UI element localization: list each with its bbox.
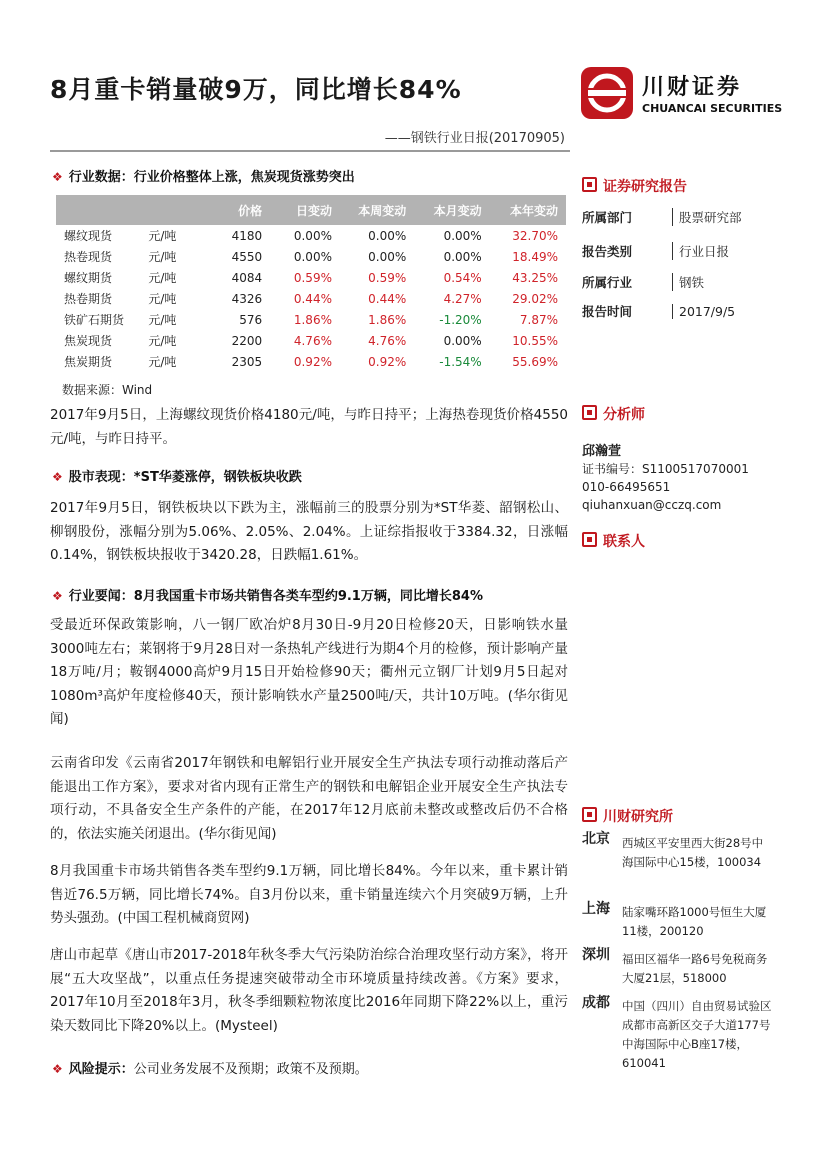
diamond-bullet-icon: ❖ xyxy=(52,1062,63,1076)
section-industry-data xyxy=(52,166,355,185)
table-row xyxy=(56,351,566,372)
cell-name: 热卷期货 xyxy=(64,292,113,306)
info-value: 股票研究部 xyxy=(672,208,742,226)
cell-price: 576 xyxy=(239,312,263,327)
section-label: 行业数据： xyxy=(68,170,134,185)
cell-month: 4.27% xyxy=(443,291,482,306)
cell-price: 4084 xyxy=(231,270,263,285)
company-logo xyxy=(580,66,783,122)
table-row xyxy=(56,330,566,351)
info-key: 报告类别 xyxy=(582,244,633,259)
cell-price: 2200 xyxy=(231,333,263,348)
cell-unit: 元/吨 xyxy=(148,334,177,348)
cell-week: 0.44% xyxy=(368,291,407,306)
section-risk xyxy=(52,1058,368,1077)
cell-price: 4180 xyxy=(231,228,263,243)
office-city: 深圳 xyxy=(582,947,610,963)
table-header: 日变动 xyxy=(270,195,340,225)
cell-month: 0.00% xyxy=(443,249,482,264)
info-row-department xyxy=(582,208,742,226)
table-header xyxy=(56,195,148,225)
price-table xyxy=(56,195,566,372)
info-value: 钢铁 xyxy=(672,273,704,291)
cell-week: 0.92% xyxy=(368,354,407,369)
analyst-cert: 证书编号：S1100517070001 xyxy=(582,462,749,476)
section-text: 8月我国重卡市场共销售各类车型约9.1万辆，同比增长84% xyxy=(133,589,483,604)
institute-heading xyxy=(582,806,673,826)
cell-week: 1.86% xyxy=(368,312,407,327)
cell-year: 29.02% xyxy=(512,291,558,306)
cell-year: 18.49% xyxy=(512,249,558,264)
cell-name: 焦炭期货 xyxy=(64,355,113,369)
cell-year: 10.55% xyxy=(512,333,558,348)
report-heading xyxy=(582,176,687,196)
cell-name: 热卷现货 xyxy=(64,250,113,264)
cell-unit: 元/吨 xyxy=(148,229,177,243)
paragraph-news-2: 云南省印发《云南省2017年钢铁和电解铝行业开展安全生产执法专项行动推动落后产能退出工作方案》，要求对省内现有正常生产的钢铁和电解铝企业开展安全生产执法专项行动，不具备安全生产条件的产能，在2017年12月底前未整改或整改后仍不合格的，依法实施关闭退出。(华尔街见闻) xyxy=(50,755,568,842)
cell-price: 4326 xyxy=(231,291,263,306)
cell-month: 0.54% xyxy=(443,270,482,285)
cell-name: 铁矿石期货 xyxy=(64,313,125,327)
info-value: 2017/9/5 xyxy=(672,304,735,319)
diamond-bullet-icon: ❖ xyxy=(52,470,63,484)
section-text: *ST华菱涨停，钢铁板块收跌 xyxy=(133,470,302,485)
analyst-phone: 010-66495651 xyxy=(582,480,671,494)
data-source: 数据来源：Wind xyxy=(62,383,153,397)
info-row-category xyxy=(582,242,729,260)
contact-icon xyxy=(582,532,597,547)
cell-day: 0.59% xyxy=(293,270,332,285)
section-text: 行业价格整体上涨，焦炭现货涨势突出 xyxy=(133,170,355,185)
cell-day: 0.00% xyxy=(293,249,332,264)
cell-year: 43.25% xyxy=(512,270,558,285)
diamond-bullet-icon: ❖ xyxy=(52,170,63,184)
info-row-date xyxy=(582,302,735,320)
header-divider xyxy=(50,150,570,152)
paragraph-price: 2017年9月5日，上海螺纹现货价格4180元/吨，与昨日持平；上海热卷现货价格4550元/吨，与昨日持平。 xyxy=(50,407,568,447)
cell-day: 0.00% xyxy=(293,228,332,243)
paragraph-news-3: 8月我国重卡市场共销售各类车型约9.1万辆，同比增长84%。今年以来，重卡累计销售近76.5万辆，同比增长74%。自3月份以来，重卡销量连续六个月突破9万辆，上升势头强劲。(中国工程机械商贸网) xyxy=(50,863,568,926)
office-address: 中国（四川）自由贸易试验区成都市高新区交子大道177号中海国际中心B座17楼，610041 xyxy=(622,999,772,1070)
cell-price: 2305 xyxy=(231,354,263,369)
logo-text-en: CHUANCAI SECURITIES xyxy=(642,102,783,115)
cell-week: 0.59% xyxy=(368,270,407,285)
paragraph-news-4: 唐山市起草《唐山市2017-2018年秋冬季大气污染防治综合治理攻坚行动方案》，将开展“五大攻坚战”，以重点任务提速突破带动全市环境质量持续改善。《方案》要求，2017年10月至2018年3月，秋冬季细颗粒物浓度比2016年同期下降22%以上，重污染天数同比下降20%以上。(Mysteel) xyxy=(50,947,568,1034)
office-address: 陆家嘴环路1000号恒生大厦11楼，200120 xyxy=(622,905,767,938)
table-header: 价格 xyxy=(201,195,270,225)
table-row xyxy=(56,246,566,267)
paragraph-stock: 2017年9月5日，钢铁板块以下跌为主，涨幅前三的股票分别为*ST华菱、韶钢松山、柳钢股份，涨幅分别为5.06%、2.05%、2.04%。上证综指报收于3384.32，日涨幅0.14%，钢铁板块报收于3420.28，日跌幅1.61%。 xyxy=(50,500,568,563)
cell-week: 0.00% xyxy=(368,228,407,243)
table-header-row xyxy=(56,195,566,225)
cell-unit: 元/吨 xyxy=(148,250,177,264)
table-header xyxy=(148,195,200,225)
cell-month: 0.00% xyxy=(443,333,482,348)
info-value: 行业日报 xyxy=(672,242,729,260)
analyst-name: 邱瀚萱 xyxy=(582,444,622,459)
analyst-heading-text: 分析师 xyxy=(603,407,645,423)
logo-mark-icon xyxy=(580,66,634,120)
cell-day: 1.86% xyxy=(293,312,332,327)
cell-year: 7.87% xyxy=(519,312,558,327)
report-heading-text: 证券研究报告 xyxy=(603,179,687,195)
office-city: 北京 xyxy=(582,831,610,847)
contact-heading xyxy=(582,531,645,551)
report-icon xyxy=(582,177,597,192)
analyst-email[interactable]: qiuhanxuan@cczq.com xyxy=(582,498,722,512)
info-row-industry xyxy=(582,273,704,291)
cell-year: 32.70% xyxy=(512,228,558,243)
table-header: 本年变动 xyxy=(490,195,566,225)
section-news xyxy=(52,585,483,604)
paragraph-news-1: 受最近环保政策影响，八一钢厂欧冶炉8月30日-9月20日检修20天，日影响铁水量3000吨左右；莱钢将于9月28日对一条热轧产线进行为期4个月的检修，预计影响产量18万吨/月；鞍钢4000高炉9月15日开始检修90天；衢州元立钢厂计划9月5日起对1080m³高炉年度检修40天，预计影响铁水产量2500吨/天，共计10万吨。(华尔街见闻) xyxy=(50,617,568,727)
cell-unit: 元/吨 xyxy=(148,355,177,369)
section-text: 公司业务发展不及预期；政策不及预期。 xyxy=(133,1062,368,1077)
diamond-bullet-icon: ❖ xyxy=(52,589,63,603)
cell-price: 4550 xyxy=(231,249,263,264)
table-header: 本周变动 xyxy=(340,195,414,225)
table-row xyxy=(56,225,566,246)
cell-unit: 元/吨 xyxy=(148,271,177,285)
cell-unit: 元/吨 xyxy=(148,313,177,327)
table-row xyxy=(56,309,566,330)
table-header: 本月变动 xyxy=(414,195,489,225)
info-key: 所属部门 xyxy=(582,210,633,225)
institute-heading-text: 川财研究所 xyxy=(603,809,673,825)
section-label: 股市表现： xyxy=(68,470,134,485)
cell-month: 0.00% xyxy=(443,228,482,243)
office-city: 上海 xyxy=(582,901,610,917)
cell-year: 55.69% xyxy=(512,354,558,369)
contact-heading-text: 联系人 xyxy=(603,534,645,550)
cell-day: 4.76% xyxy=(293,333,332,348)
cell-day: 0.44% xyxy=(293,291,332,306)
office-address: 福田区福华一路6号免税商务大厦21层，518000 xyxy=(622,952,768,985)
info-key: 报告时间 xyxy=(582,304,633,319)
cell-month: -1.54% xyxy=(439,354,482,369)
cell-day: 0.92% xyxy=(293,354,332,369)
analyst-icon xyxy=(582,405,597,420)
table-row xyxy=(56,267,566,288)
section-label: 风险提示： xyxy=(68,1062,134,1077)
analyst-heading xyxy=(582,404,645,424)
section-label: 行业要闻： xyxy=(68,589,134,604)
cell-week: 0.00% xyxy=(368,249,407,264)
page-title: 8月重卡销量破9万，同比增长84% xyxy=(50,75,462,104)
cell-week: 4.76% xyxy=(368,333,407,348)
cell-month: -1.20% xyxy=(439,312,482,327)
section-stock xyxy=(52,466,302,485)
logo-text-cn: 川财证券 xyxy=(642,75,743,100)
report-subtitle: ——钢铁行业日报(20170905) xyxy=(384,131,565,146)
cell-name: 螺纹现货 xyxy=(64,229,113,243)
cell-name: 焦炭现货 xyxy=(64,334,113,348)
table-row xyxy=(56,288,566,309)
office-city: 成都 xyxy=(582,995,610,1011)
office-address: 西城区平安里西大街28号中海国际中心15楼，100034 xyxy=(622,836,764,869)
institute-icon xyxy=(582,807,597,822)
cell-name: 螺纹期货 xyxy=(64,271,113,285)
info-key: 所属行业 xyxy=(582,275,633,290)
cell-unit: 元/吨 xyxy=(148,292,177,306)
